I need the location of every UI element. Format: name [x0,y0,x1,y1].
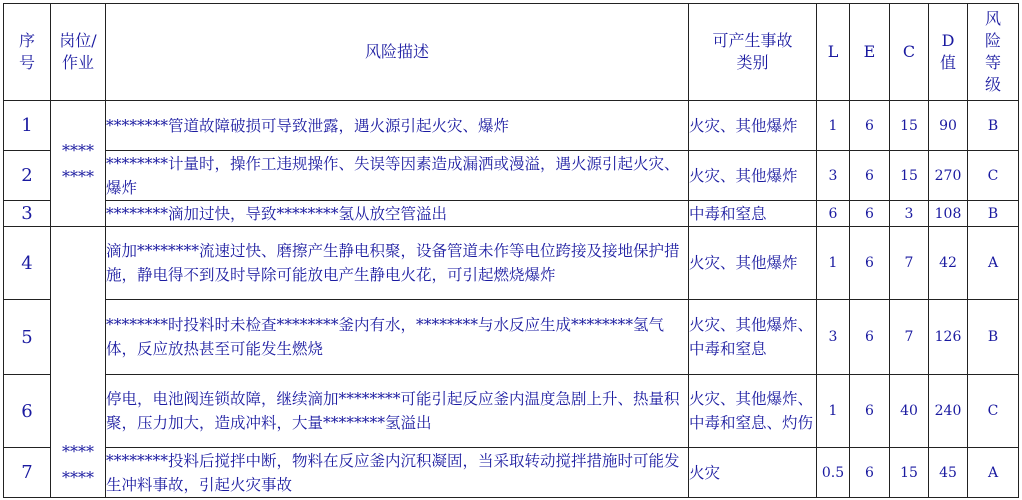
value-d: 240 [929,375,968,448]
table-row [4,448,1019,498]
accident-type: 火灾、其他爆炸、中毒和窒息、灼伤 [689,375,817,448]
table-row [4,227,1019,300]
accident-type: 火灾、其他爆炸 [689,151,817,201]
accident-type: 火灾、其他爆炸、中毒和窒息 [689,300,817,375]
value-c: 3 [890,201,929,227]
value-l: 6 [817,201,850,227]
header-d: D 值 [929,4,968,101]
value-e: 6 [850,227,890,300]
value-c: 40 [890,375,929,448]
header-row [4,4,1019,101]
value-l: 3 [817,151,850,201]
risk-description: ********滴加过快，导致********氢从放空管溢出 [106,201,689,227]
header-desc: 风险描述 [106,4,689,101]
risk-level: A [968,448,1019,498]
risk-level: B [968,300,1019,375]
table-row [4,300,1019,375]
header-level: 风 险 等 级 [968,4,1019,101]
value-d: 126 [929,300,968,375]
risk-description: ********投料后搅拌中断，物料在反应釜内沉积凝固，当采取转动搅拌措施时可能发生冲料事故，引起火灾事故 [106,448,689,498]
row-no: 1 [4,101,51,151]
value-c: 15 [890,448,929,498]
risk-level: C [968,151,1019,201]
risk-description: ********计量时，操作工违规操作、失误等因素造成漏洒或漫溢，遇火源引起火灾、爆炸 [106,151,689,201]
risk-table [3,3,1019,498]
value-d: 90 [929,101,968,151]
risk-description: ********管道故障破损可导致泄露，遇火源引起火灾、爆炸 [106,101,689,151]
risk-description: 停电，电池阀连锁故障，继续滴加********可能引起反应釜内温度急剧上升、热量积聚，压力加大，造成冲料，大量********氢溢出 [106,375,689,448]
accident-type: 火灾、其他爆炸 [689,227,817,300]
accident-type: 火灾 [689,448,817,498]
value-c: 7 [890,227,929,300]
table-row [4,151,1019,201]
risk-level: B [968,101,1019,151]
header-e: E [850,4,890,101]
row-no: 3 [4,201,51,227]
row-no: 4 [4,227,51,300]
header-type: 可产生事故 类别 [689,4,817,101]
value-c: 15 [890,101,929,151]
risk-level: C [968,375,1019,448]
value-d: 42 [929,227,968,300]
value-e: 6 [850,151,890,201]
header-c: C [890,4,929,101]
post-cell: **** **** [51,227,106,498]
row-no: 5 [4,300,51,375]
row-no: 2 [4,151,51,201]
risk-level: A [968,227,1019,300]
table-row [4,201,1019,227]
risk-description: ********时投料时未检查********釜内有水，********与水反应生成********氢气体，反应放热甚至可能发生燃烧 [106,300,689,375]
table-row [4,375,1019,448]
value-e: 6 [850,101,890,151]
risk-level: B [968,201,1019,227]
value-c: 7 [890,300,929,375]
header-post: 岗位/ 作业 [51,4,106,101]
value-l: 1 [817,101,850,151]
value-d: 270 [929,151,968,201]
post-cell: **** **** [51,101,106,227]
value-e: 6 [850,448,890,498]
header-no: 序 号 [4,4,51,101]
accident-type: 中毒和窒息 [689,201,817,227]
risk-description: 滴加********流速过快、磨擦产生静电积聚，设备管道未作等电位跨接及接地保护措施，静电得不到及时导除可能放电产生静电火花，可引起燃烧爆炸 [106,227,689,300]
value-c: 15 [890,151,929,201]
value-d: 45 [929,448,968,498]
row-no: 6 [4,375,51,448]
value-e: 6 [850,375,890,448]
value-l: 0.5 [817,448,850,498]
accident-type: 火灾、其他爆炸 [689,101,817,151]
value-l: 1 [817,227,850,300]
value-e: 6 [850,300,890,375]
header-l: L [817,4,850,101]
value-e: 6 [850,201,890,227]
value-l: 3 [817,300,850,375]
table-row [4,101,1019,151]
row-no: 7 [4,448,51,498]
value-l: 1 [817,375,850,448]
value-d: 108 [929,201,968,227]
